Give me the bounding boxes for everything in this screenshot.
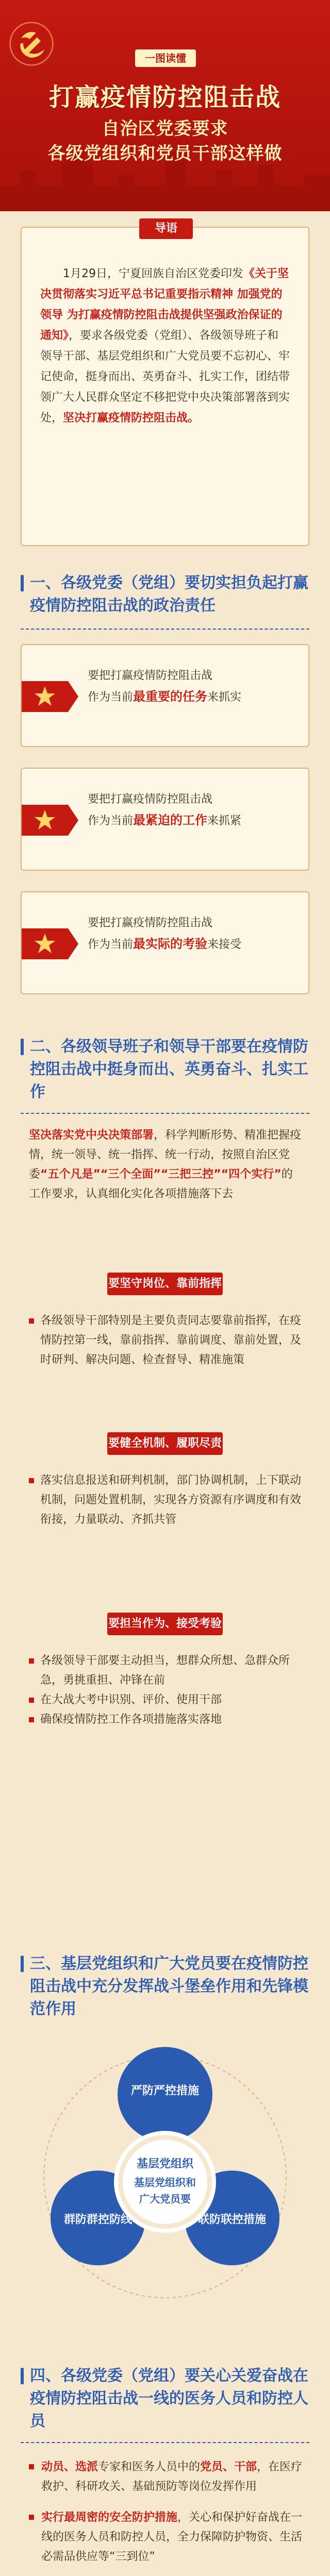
lead-paragraph <box>40 264 290 429</box>
s4-i2-a: 实行最周密的安全防护措施 <box>41 2511 178 2524</box>
section1-divider <box>21 629 309 630</box>
star-flag-icon <box>22 794 84 846</box>
section1-card-1 <box>21 644 309 747</box>
card3-prefix: 作为当前 <box>88 938 134 951</box>
s4-i1-b: 专家和医务人员中的 <box>98 2461 201 2473</box>
section2-pill-1: 要坚守岗位、靠前指挥 <box>107 1273 223 1295</box>
s2-b3-item-2: 在大战大考中识别、评价、使用干部 <box>29 1690 302 1710</box>
star-flag-icon <box>22 918 84 970</box>
section2-intro <box>29 1126 302 1204</box>
section2-title: 二、各级领导班子和领导干部要在疫情防控阻击战中挺身而出、英勇奋斗、扎实工作 <box>21 1036 315 1104</box>
section2-pill-2: 要健全机制、履职尽责 <box>107 1432 223 1455</box>
card2-suffix: 来抓紧 <box>207 815 242 827</box>
card1-line1: 要把打赢疫情防控阻击战 <box>88 669 213 682</box>
card1-suffix: 来抓实 <box>207 691 242 704</box>
card3-line1: 要把打赢疫情防控阻击战 <box>88 917 213 929</box>
diagram-right-label: 联防联控措施 <box>197 2213 267 2226</box>
section1-title: 一、各级党委（党组）要切实担负起打赢疫情防控阻击战的政治责任 <box>21 572 315 617</box>
lead-tag: 导语 <box>139 218 193 239</box>
section4-list <box>29 2458 307 2576</box>
s4-i1-a: 动员、选派 <box>41 2461 98 2473</box>
s2-intro-rest: ，科学判断形势、精准把握疫情，统一领导、统一指挥、统一行动，按照自治区党委 <box>29 1129 302 1181</box>
page-subtitle-line1: 自治区党委要求 <box>102 118 228 139</box>
page-title: 打赢疫情防控阻击战 <box>48 83 281 112</box>
s4-item-2 <box>29 2508 307 2567</box>
lead-box <box>21 222 309 546</box>
diagram-top-label: 严防严控措施 <box>130 2084 200 2097</box>
card2-prefix: 作为当前 <box>88 815 134 827</box>
card3-highlight: 最实际的考验 <box>133 937 208 951</box>
card2-highlight: 最紧迫的工作 <box>133 813 208 827</box>
card2-line1: 要把打赢疫情防控阻击战 <box>88 793 213 806</box>
s4-i2-d: 全力保障防护物资、生活必需品供应等“三到位” <box>41 2531 303 2563</box>
section4-title: 四、各级党委（党组）要关心关爱奋战在疫情防控阻击战一线的医务人员和防控人员 <box>21 2365 315 2433</box>
lead-highlight-2: 坚决打赢疫情防控阻击战。 <box>63 412 200 425</box>
s4-i1-d: ，在医疗救护、科研攻关、基础预防等岗位发挥作用 <box>41 2461 303 2493</box>
lead-text-2: ，要求各级党委（党组）、各级领导班子和领导干部、基层党组织和广大党员要不忘初心、牢记使命，挺身而出、英勇奋斗、扎实工作，团结带领广大人民群众坚定不移把党中央决策部署落到实处， <box>40 329 290 425</box>
section3-title: 三、基层党组织和广大党员要在疫情防控阻击战中充分发挥战斗堡垒作用和先锋模范作用 <box>21 1953 315 2021</box>
card1-highlight: 最重要的任务 <box>133 689 208 704</box>
section2-pill-3: 要担当作为、接受考验 <box>107 1613 223 1635</box>
s4-i1-c: 党员、干部 <box>200 2461 257 2473</box>
header-banner <box>0 0 330 211</box>
diagram-left-label: 群防群控防线 <box>63 2213 133 2226</box>
s2-intro-hl: 坚决落实党中央决策部署 <box>29 1129 154 1142</box>
party-emblem-icon <box>8 21 55 67</box>
s2-b2-item: 落实信息报送和研判机制，部门协调机制，上下联动机制，问题处置机制，实现各方资源有序调度和有效衔接，力量联动、齐抓共管 <box>29 1471 302 1530</box>
card1-prefix: 作为当前 <box>88 691 134 704</box>
kicker-badge: 一图读懂 <box>135 49 196 67</box>
section3-diagram <box>21 2038 309 2306</box>
diagram-center-l2: 基层党组织和 <box>134 2176 196 2189</box>
section2-divider <box>21 1113 309 1114</box>
section1-card-3 <box>21 891 309 994</box>
section2-block-1 <box>29 1311 302 1370</box>
star-flag-icon <box>22 671 84 722</box>
diagram-center-l3: 广大党员要 <box>139 2193 191 2205</box>
section4-divider <box>21 2442 309 2443</box>
card3-suffix: 来接受 <box>207 938 242 951</box>
lead-text-1: 1月29日，宁夏回族自治区党委印发 <box>63 267 243 280</box>
s4-i2-b: ，关心和保护好奋战在一线的医务人员和防控人员， <box>41 2511 303 2544</box>
page-subtitle-line2: 各级党组织和党员干部这样做 <box>47 143 283 164</box>
section2-block-3 <box>29 1651 302 1730</box>
s2-intro-end: 的工作要求，认真细化实化各项措施落下去 <box>29 1168 293 1200</box>
diagram-center-l1: 基层党组织 <box>136 2158 194 2171</box>
section1-card-2 <box>21 768 309 871</box>
s2-intro-hl2: “五个凡是”“三个全面”“三把三控”“四个实行” <box>40 1168 282 1181</box>
s4-item-1 <box>29 2458 307 2497</box>
s2-b3-item-1: 各级领导干部要主动担当，想群众所想、急群众所急，勇挑重担、冲锋在前 <box>29 1651 302 1690</box>
lead-highlight-1: 《关于坚决贯彻落实习近平总书记重要指示精神 加强党的领导 为打赢疫情防控阻击战提供坚强政治保证的通知》 <box>40 267 289 342</box>
section2-block-2 <box>29 1471 302 1530</box>
s2-b1-item: 各级领导干部特别是主要负责同志要靠前指挥，在疫情防控第一线，靠前指挥、靠前调度、靠前处置，及时研判、解决问题、检查督导、精准施策 <box>29 1311 302 1370</box>
s2-b3-item-3: 确保疫情防控工作各项措施落实落地 <box>29 1710 302 1730</box>
